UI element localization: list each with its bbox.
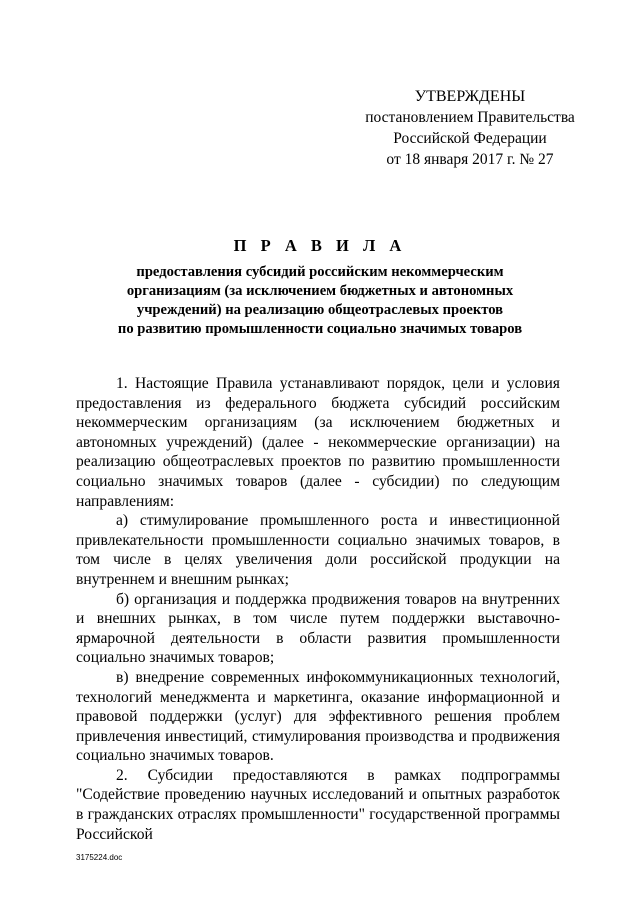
paragraph: в) внедрение современных инфокоммуникационных технологий, технологий менеджмента и маркетинга, оказание информационной и правовой поддержки (услуг) для эффективного решения проблем привлечения инвестиций, стимулирования производства и продвижения социально значимых товаров. xyxy=(76,668,560,765)
approval-title: УТВЕРЖДЕНЫ xyxy=(414,88,526,105)
subtitle-line: учреждений) на реализацию общеотраслевых проектов xyxy=(136,302,504,318)
subtitle-line: предоставления субсидий российским некоммерческим xyxy=(136,264,504,280)
paragraph: 1. Настоящие Правила устанавливают порядок, цели и условия предоставления из федерального бюджета субсидий российским некоммерческим организациям (за исключением бюджетных и автономных учреждений) (далее - некоммерческие организации) на реализацию общеотраслевых проектов по развитию промышленности социально значимых товаров (далее - субсидии) по следующим направлениям: xyxy=(76,375,560,510)
document-subtitle xyxy=(60,263,580,339)
document-title: П Р А В И Л А xyxy=(233,236,407,255)
document-body xyxy=(76,374,560,844)
subtitle-line: организациям (за исключением бюджетных и автономных xyxy=(126,283,514,299)
footer-filename: 3175224.doc xyxy=(76,853,123,862)
approval-block xyxy=(340,86,600,170)
paragraph: а) стимулирование промышленного роста и инвестиционной привлекательности промышленности социально значимых товаров, в том числе в целях увеличения доли российской продукции на внутреннем и внешним рынках; xyxy=(76,512,560,588)
paragraph: 2. Субсидии предоставляются в рамках подпрограммы "Содействие проведению научных исследований и опытных разработок в гражданских отраслях промышленности" государственной программы Российской xyxy=(76,766,560,843)
approval-date-line: от 18 января 2017 г. № 27 xyxy=(386,151,554,168)
approval-line: Российской Федерации xyxy=(393,130,547,147)
subtitle-line: по развитию промышленности социально значимых товаров xyxy=(117,321,523,337)
approval-line: постановлением Правительства xyxy=(365,109,575,126)
paragraph: б) организация и поддержка продвижения товаров на внутренних и внешних рынках, в том числе путем поддержки выставочно-ярмарочной деятельности в области развития промышленности социально значимых товаров; xyxy=(76,590,560,667)
